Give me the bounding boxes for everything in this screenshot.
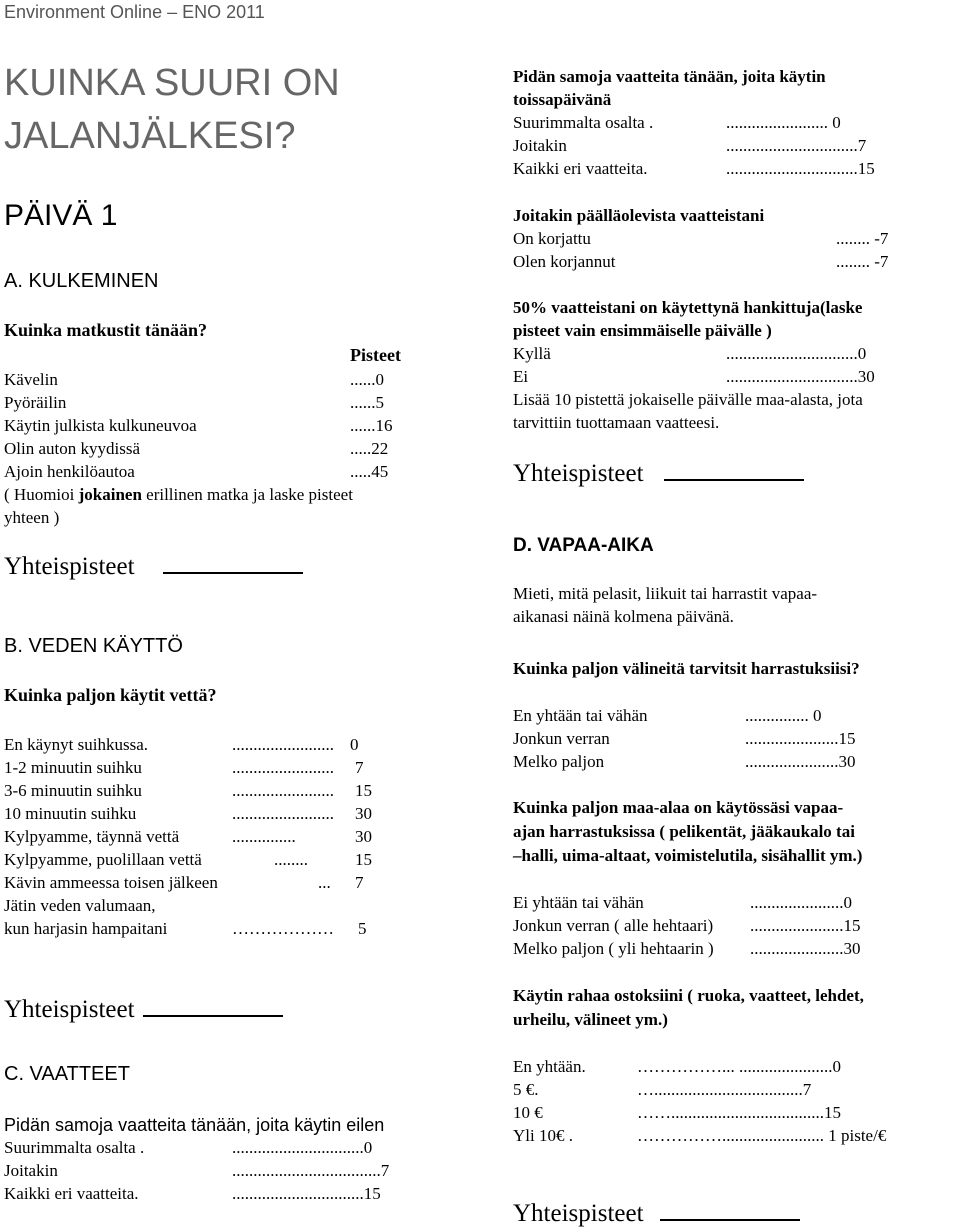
list-item: Ei	[513, 367, 529, 386]
list-item: Yli 10€ .	[513, 1126, 573, 1145]
list-item: Melko paljon	[513, 752, 605, 771]
item-dots: ........................	[232, 781, 334, 800]
list-item	[4, 758, 142, 778]
item-label: 3-6 minuutin suihku	[4, 781, 142, 800]
section-c-q3: Joitakin päälläolevista vaatteistani	[513, 206, 765, 225]
item-label: Olin auton kyydissä	[4, 439, 140, 458]
header-text: Environment Online – ENO 2011	[4, 2, 265, 22]
item-value: 5	[358, 919, 367, 938]
section-c-q4-line2: pisteet vain ensimmäiselle päivälle )	[513, 321, 772, 340]
item-value: 15	[355, 781, 372, 800]
item-value: ……………........................ 1 piste/€	[637, 1126, 887, 1145]
item-label: Ajoin henkilöautoa	[4, 462, 135, 481]
list-item	[4, 439, 140, 459]
list-item: Melko paljon ( yli hehtaarin )	[513, 939, 714, 958]
list-item: Suurimmalta osalta .	[513, 113, 654, 132]
section-d-heading: D. VAPAA-AIKA	[513, 535, 654, 556]
list-item	[4, 735, 148, 755]
item-value: ...............................30	[726, 367, 875, 386]
list-item: Suurimmalta osalta .	[4, 1138, 145, 1157]
section-c-note: Lisää 10 pistettä jokaiselle päivälle maa-alasta, jota	[513, 390, 863, 409]
points-header: Pisteet	[350, 345, 401, 365]
item-dots: ………………	[232, 919, 334, 938]
list-item	[4, 416, 197, 436]
item-value: ......................15	[745, 729, 856, 748]
item-value: ...............................0	[726, 344, 867, 363]
item-value: ...............................0	[232, 1138, 373, 1157]
list-item: Jätin veden valumaan,	[4, 896, 156, 915]
item-value: ......................30	[745, 752, 856, 771]
total-label-b	[4, 993, 283, 1024]
section-d-q3-line2: urheilu, välineet ym.)	[513, 1010, 668, 1029]
section-a-question: Kuinka matkustit tänään?	[4, 320, 208, 340]
total-label-a	[4, 550, 303, 581]
item-label: Pyöräilin	[4, 393, 67, 412]
item-value: ...............................7	[726, 136, 867, 155]
item-label: Kävelin	[4, 370, 58, 389]
item-value: .....22	[350, 439, 389, 458]
item-value: ........ -7	[836, 229, 889, 248]
note-text: ( Huomioi	[4, 485, 79, 504]
section-a-heading: A. KULKEMINEN	[4, 270, 159, 292]
section-c-heading: C. VAATTEET	[4, 1063, 130, 1085]
list-item	[4, 370, 58, 390]
section-c-q2: Pidän samoja vaatteita tänään, joita käytin	[513, 67, 826, 86]
item-value: ......................30	[750, 939, 861, 958]
item-value: ......................0	[750, 893, 852, 912]
total-label-c	[513, 457, 804, 488]
item-value: 15	[355, 850, 372, 869]
section-c-note-line2: tarvittiin tuottamaan vaatteesi.	[513, 413, 720, 432]
list-item: Joitakin	[4, 1161, 58, 1180]
list-item: Joitakin	[513, 136, 567, 155]
total-text: Yhteispisteet	[513, 1200, 644, 1227]
section-d-q2: Kuinka paljon maa-alaa on käytössäsi vapaa-	[513, 798, 844, 817]
item-value: 30	[355, 804, 372, 823]
item-value: ......................15	[750, 916, 861, 935]
list-item	[4, 462, 135, 482]
list-item	[4, 827, 179, 847]
item-label: 10 minuutin suihku	[4, 804, 137, 823]
item-value: 7	[355, 873, 364, 892]
item-dots: ........................	[232, 758, 334, 777]
item-value: …...................................7	[637, 1080, 812, 1099]
section-c-q2-line2: toissapäivänä	[513, 90, 612, 109]
day-heading: PÄIVÄ 1	[4, 199, 118, 232]
section-d-q2-line3: –halli, uima-altaat, voimistelutila, sisähallit ym.)	[513, 846, 863, 865]
title-line-2: JALANJÄLKESI?	[4, 115, 296, 157]
total-text: Yhteispisteet	[513, 460, 644, 487]
section-d-q3: Käytin rahaa ostoksiini ( ruoka, vaatteet, lehdet,	[513, 986, 864, 1005]
item-label: Käytin julkista kulkuneuvoa	[4, 416, 197, 435]
item-value: 30	[355, 827, 372, 846]
item-value: ......16	[350, 416, 393, 435]
title-line-1: KUINKA SUURI ON	[4, 62, 340, 104]
item-value: ...................................7	[232, 1161, 390, 1180]
item-label: Kävin ammeessa toisen jälkeen	[4, 873, 218, 892]
total-text: Yhteispisteet	[4, 996, 135, 1023]
total-blank-b[interactable]	[143, 993, 283, 1017]
section-d-intro: Mieti, mitä pelasit, liikuit tai harrastit vapaa-	[513, 584, 818, 603]
item-value: ...............................15	[232, 1184, 381, 1203]
item-value: ......5	[350, 393, 384, 412]
item-value: ........ -7	[836, 252, 889, 271]
item-value: ............... 0	[745, 706, 822, 725]
note-text: erillinen matka ja laske pisteet	[141, 485, 353, 504]
item-label: 1-2 minuutin suihku	[4, 758, 142, 777]
total-blank-c[interactable]	[664, 457, 804, 481]
section-a-note-line2: yhteen )	[4, 508, 60, 527]
section-d-q2-line2: ajan harrastuksissa ( pelikentät, jääkaukalo tai	[513, 822, 855, 841]
list-item: Jonkun verran	[513, 729, 610, 748]
item-value: ........................ 0	[726, 113, 841, 132]
item-label: Kylpyamme, täynnä vettä	[4, 827, 180, 846]
item-dots: ...	[318, 873, 331, 892]
item-value: 0	[350, 735, 359, 754]
list-item: Kyllä	[513, 344, 551, 363]
list-item: En yhtään.	[513, 1057, 586, 1076]
list-item: Jonkun verran ( alle hehtaari)	[513, 916, 714, 935]
item-dots: ........................	[232, 804, 334, 823]
list-item	[4, 873, 218, 893]
list-item: kun harjasin hampaitani	[4, 919, 168, 938]
item-value: ......0	[350, 370, 384, 389]
note-emphasis: jokainen	[78, 485, 142, 504]
list-item	[4, 781, 142, 801]
list-item: En yhtään tai vähän	[513, 706, 648, 725]
list-item: Ei yhtään tai vähän	[513, 893, 644, 912]
section-d-intro-line2: aikanasi näinä kolmena päivänä.	[513, 607, 734, 626]
item-value: .....45	[350, 462, 389, 481]
item-value: ……....................................15	[637, 1103, 841, 1122]
list-item	[4, 393, 66, 413]
item-dots: ........	[274, 850, 308, 869]
section-d-q1: Kuinka paljon välineitä tarvitsit harrastuksiisi?	[513, 659, 860, 678]
list-item: 5 €.	[513, 1080, 539, 1099]
total-label-d	[513, 1197, 800, 1228]
item-dots: ........................	[232, 735, 334, 754]
list-item: 10 €	[513, 1103, 543, 1122]
list-item: Olen korjannut	[513, 252, 616, 271]
section-c-q4: 50% vaatteistani on käytettynä hankittuja(laske	[513, 298, 863, 317]
item-dots: ...............	[232, 827, 296, 846]
item-value: 7	[355, 758, 364, 777]
item-label: En käynyt suihkussa.	[4, 735, 149, 754]
total-blank-d[interactable]	[660, 1197, 800, 1221]
item-label: Kylpyamme, puolillaan vettä	[4, 850, 202, 869]
list-item: Kaikki eri vaatteita.	[513, 159, 648, 178]
list-item	[4, 804, 136, 824]
section-b-heading: B. VEDEN KÄYTTÖ	[4, 635, 183, 657]
section-b-question: Kuinka paljon käytit vettä?	[4, 685, 217, 705]
list-item	[4, 850, 202, 870]
section-c-q1: Pidän samoja vaatteita tänään, joita käytin eilen	[4, 1115, 385, 1135]
list-item: Kaikki eri vaatteita.	[4, 1184, 139, 1203]
total-blank-a[interactable]	[163, 550, 303, 574]
section-a-note	[4, 485, 353, 505]
item-value: ……………... ......................0	[637, 1057, 841, 1076]
list-item: On korjattu	[513, 229, 591, 248]
total-text: Yhteispisteet	[4, 553, 135, 580]
item-value: ...............................15	[726, 159, 875, 178]
